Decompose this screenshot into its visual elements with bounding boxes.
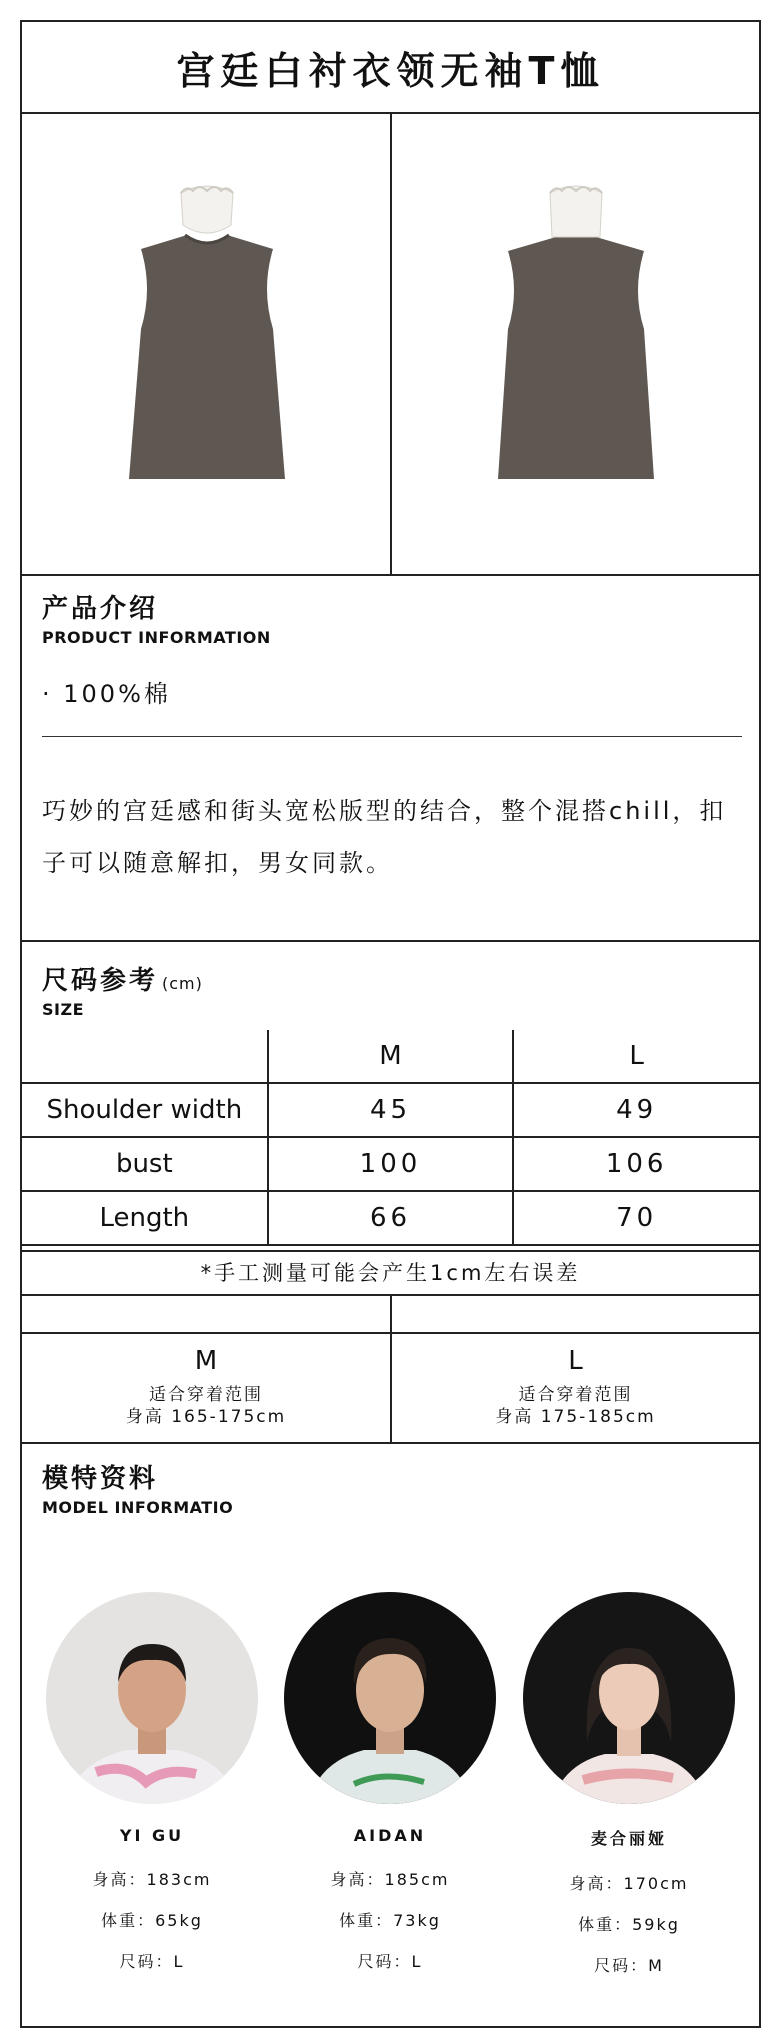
fit-size-label: M [194, 1346, 218, 1376]
cell-bust-m: 100 [268, 1137, 514, 1191]
model-card-2 [280, 1592, 500, 1972]
models-subheading: MODEL INFORMATIO [42, 1498, 234, 1517]
product-description: 巧妙的宫廷感和街头宽松版型的结合，整个混搭chill，扣子可以随意解扣，男女同款。 [42, 797, 727, 877]
size-unit: (cm) [162, 974, 203, 993]
model-height: 身高：183cm [92, 1870, 212, 1889]
cell-length-l: 70 [513, 1191, 759, 1245]
product-photo-back [392, 114, 759, 574]
size-subheading: SIZE [42, 1000, 85, 1019]
tshirt-back-image [456, 179, 696, 509]
section-separator [42, 736, 742, 737]
product-subheading: PRODUCT INFORMATION [42, 628, 271, 647]
model-photo-1 [46, 1592, 258, 1804]
fit-l [392, 1338, 759, 1456]
table-row [22, 1083, 759, 1137]
row-label-length: Length [22, 1191, 268, 1245]
size-table-corner [22, 1030, 268, 1083]
model-weight: 体重：65kg [101, 1911, 203, 1930]
fit-label: 适合穿着范围 [518, 1385, 633, 1405]
size-column-l: L [513, 1030, 759, 1083]
measurement-note: *手工测量可能会产生1cm左右误差 [200, 1261, 581, 1285]
product-heading: 产品介绍 [42, 594, 159, 624]
material-text: · 100%棉 [42, 680, 171, 708]
avatar [523, 1592, 735, 1804]
fit-m [22, 1338, 390, 1456]
fit-range: 身高 165-175cm [125, 1407, 287, 1427]
model-photo-3 [523, 1592, 735, 1804]
page-frame [20, 20, 761, 2028]
size-table-header-row [22, 1030, 759, 1083]
model-size: 尺码：L [357, 1952, 423, 1971]
model-weight: 体重：73kg [339, 1911, 441, 1930]
cell-length-m: 66 [268, 1191, 514, 1245]
model-height: 身高：185cm [330, 1870, 450, 1889]
model-name: YI GU [119, 1826, 185, 1845]
fit-range: 身高 175-185cm [495, 1407, 656, 1427]
table-row [22, 1191, 759, 1245]
divider [22, 940, 759, 942]
model-card-3 [519, 1592, 739, 1976]
model-card-1 [42, 1592, 262, 1972]
size-column-m: M [268, 1030, 514, 1083]
model-name: 麦合丽娅 [590, 1829, 667, 1848]
row-label-shoulder: Shoulder width [22, 1083, 268, 1137]
fit-label: 适合穿着范围 [149, 1385, 263, 1405]
model-weight: 体重：59kg [578, 1915, 680, 1934]
model-height: 身高：170cm [569, 1874, 689, 1893]
size-heading [42, 960, 203, 997]
row-label-bust: bust [22, 1137, 268, 1191]
size-table [22, 1030, 759, 1246]
tshirt-front-image [87, 179, 327, 509]
avatar [46, 1592, 258, 1804]
cell-bust-l: 106 [513, 1137, 759, 1191]
model-size: 尺码：L [119, 1952, 185, 1971]
model-photo-2 [284, 1592, 496, 1804]
table-row [22, 1137, 759, 1191]
divider [22, 574, 759, 576]
models-heading: 模特资料 [42, 1464, 159, 1494]
cell-shoulder-m: 45 [268, 1083, 514, 1137]
product-photo-front [22, 114, 392, 574]
divider [22, 1442, 759, 1444]
divider [22, 1332, 759, 1334]
model-size: 尺码：M [594, 1956, 664, 1975]
model-name: AIDAN [353, 1826, 427, 1845]
size-heading-text: 尺码参考 [42, 966, 159, 996]
avatar [284, 1592, 496, 1804]
cell-shoulder-l: 49 [513, 1083, 759, 1137]
fit-size-label: L [568, 1346, 583, 1376]
page-title: 宫廷白衬衣领无袖T恤 [176, 48, 605, 93]
